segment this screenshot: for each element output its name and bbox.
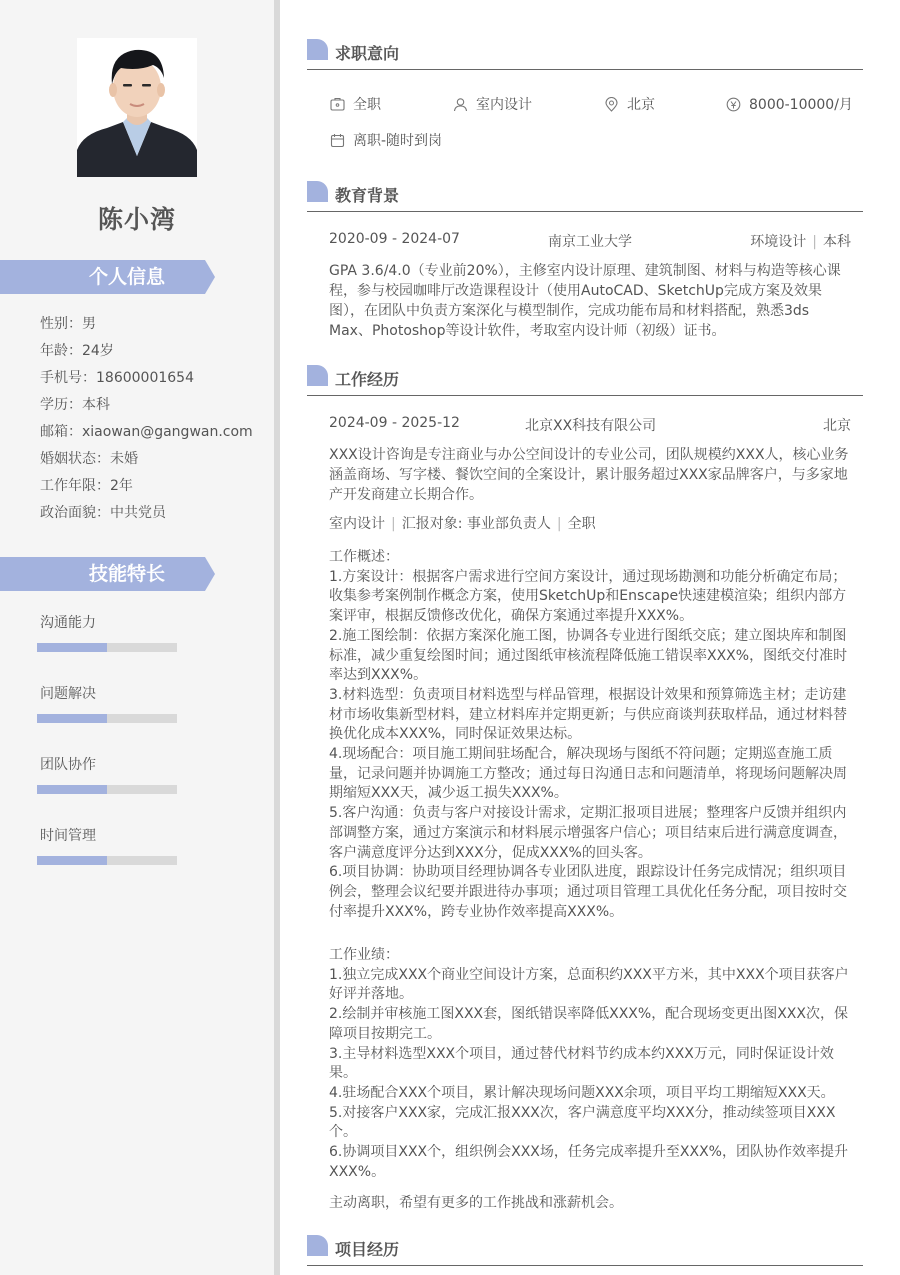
info-political: 政治面貌：中共党员 <box>40 505 166 521</box>
personal-info-list <box>40 313 253 529</box>
company-intro: XXX设计咨询是专注商业与办公空间设计的专业公司，团队规模约XXX人，核心业务涵盖商场、写字楼、餐饮空间的全案设计，累计服务超过XXX家品牌客户，与多家地产开发商建立长期合作。 <box>329 447 849 503</box>
overview-item: 1.方案设计：根据客户需求进行空间方案设计，通过现场勘测和功能分析确定布局；收集参考案例制作概念方案，使用SketchUp和Enscape快速建模渲染；组织内部方案评审，根据反馈修改优化，确保方案通过率提升XXX%。 <box>329 568 847 625</box>
projects-section-header <box>307 1235 863 1266</box>
skill-bar <box>37 785 177 794</box>
section-marker-icon <box>307 39 328 60</box>
intent-city-value: 北京 <box>627 97 655 113</box>
overview-item: 3.材料选型：负责项目材料选型与样品管理，根据设计效果和预算筛选主材；走访建材市场收集新型材料，建立材料库并定期更新；与供应商谈判获取样品，通过材料替换优化成本XXX%，同时保证效果达标。 <box>329 686 847 743</box>
education-section-header <box>307 181 863 212</box>
separator: | <box>556 516 562 532</box>
work-report-to: 汇报对象: 事业部负责人 <box>401 516 551 532</box>
education-school: 南京工业大学 <box>548 234 632 250</box>
education-major-degree <box>750 231 851 251</box>
intent-status-value: 离职-随时到岗 <box>353 133 443 149</box>
leave-reason: 主动离职，希望有更多的工作挑战和涨薪机会。 <box>329 1195 623 1211</box>
intent-job-type <box>330 94 381 116</box>
info-email: 邮箱：xiaowan@gangwan.com <box>40 424 253 440</box>
work-overview <box>329 548 853 922</box>
work-role: 室内设计 <box>329 516 385 532</box>
intent-position-value: 室内设计 <box>476 97 532 113</box>
intent-position <box>453 94 532 116</box>
achievement-item: 3.主导材料选型XXX个项目，通过替代材料节约成本约XXX万元，同时保证设计效果。 <box>329 1045 834 1082</box>
achievements-title: 工作业绩： <box>329 947 399 963</box>
info-marital: 婚姻状态：未婚 <box>40 451 138 467</box>
intent-city <box>604 94 655 116</box>
intent-title: 求职意向 <box>335 44 400 63</box>
intent-salary-value: 8000-10000/月 <box>749 97 853 113</box>
education-period: 2020-09 - 2024-07 <box>329 231 460 247</box>
overview-item: 6.项目协调：协助项目经理协调各专业团队进度，跟踪设计任务完成情况；组织项目例会，整理会议纪要并跟进待办事项；通过项目管理工具优化任务分配，项目按时交付率提升XXX%，跨专业协作效率提高XXX%。 <box>329 864 847 920</box>
achievement-item: 6.协调项目XXX个，组织例会XXX场，任务完成率提升至XXX%，团队协作效率提升XXX%。 <box>329 1144 848 1180</box>
skill-name: 团队协作 <box>40 757 96 773</box>
work-section-header <box>307 365 863 396</box>
info-phone: 手机号：18600001654 <box>40 370 194 386</box>
info-education: 学历：本科 <box>40 397 110 413</box>
achievement-item: 1.独立完成XXX个商业空间设计方案，总面积约XXX平方米，其中XXX个项目获客户好评并落地。 <box>329 966 849 1003</box>
work-period: 2024-09 - 2025-12 <box>329 415 460 431</box>
section-marker-icon <box>307 365 328 386</box>
yen-coin-icon <box>726 97 741 116</box>
education-title: 教育背景 <box>335 186 400 205</box>
overview-title: 工作概述： <box>329 549 399 565</box>
candidate-name: 陈小湾 <box>97 205 176 234</box>
location-pin-icon <box>604 97 619 116</box>
overview-item: 2.施工图绘制：依据方案深化施工图，协调各专业进行图纸交底；建立图块库和制图标准，减少重复绘图时间；通过图纸审核流程降低施工错误率XXX%，图纸交付准时率达到XXX%。 <box>329 627 848 684</box>
projects-title: 项目经历 <box>335 1240 400 1259</box>
skill-bar-fill <box>37 643 107 652</box>
achievement-item: 5.对接客户XXX家，完成汇报XXX次，客户满意度平均XXX分，推动续签项目XXX个。 <box>329 1104 836 1141</box>
education-degree: 本科 <box>823 234 851 250</box>
skill-bar <box>37 643 177 652</box>
intent-salary <box>726 94 853 116</box>
education-description: GPA 3.6/4.0（专业前20%），主修室内设计原理、建筑制图、材料与构造等核心课程，参与校园咖啡厅改造课程设计（使用AutoCAD、SketchUp完成方案及效果图），在团队中负责方案深化与模型制作，完成功能布局和材料搭配，熟悉3ds Max、Photoshop等设计软件，考取室内设计师（初级）证书。 <box>329 263 841 339</box>
column-divider <box>274 0 280 1275</box>
avatar <box>77 38 197 177</box>
section-marker-icon <box>307 181 328 202</box>
personal-info-title: 个人信息 <box>88 266 165 288</box>
skill-name: 沟通能力 <box>40 615 96 631</box>
skill-bar-fill <box>37 856 107 865</box>
skill-bar <box>37 714 177 723</box>
skill-name: 问题解决 <box>40 686 96 702</box>
work-title: 工作经历 <box>335 370 400 389</box>
separator: | <box>812 234 817 250</box>
user-icon <box>453 97 468 116</box>
skill-name: 时间管理 <box>40 828 96 844</box>
info-experience: 工作年限：2年 <box>40 478 133 494</box>
info-age: 年龄：24岁 <box>40 343 114 359</box>
overview-item: 5.客户沟通：负责与客户对接设计需求，定期汇报项目进展；整理客户反馈并组织内部调整方案，通过方案演示和材料展示增强客户信心；项目结束后进行满意度调查，客户满意度评分达到XXX分，促成XXX%的回头客。 <box>329 805 847 861</box>
education-major: 环境设计 <box>750 234 807 250</box>
skill-bar-fill <box>37 714 107 723</box>
info-gender: 性别：男 <box>40 316 96 332</box>
work-company: 北京XX科技有限公司 <box>525 418 657 434</box>
overview-item: 4.现场配合：项目施工期间驻场配合，解决现场与图纸不符问题；定期巡查施工质量，记录问题并协调施工方整改；通过每日沟通日志和问题清单，将现场问题解决周期缩短XXX天，减少返工损失XXX%。 <box>329 746 847 802</box>
section-marker-icon <box>307 1235 328 1256</box>
intent-status <box>330 130 442 152</box>
briefcase-icon <box>330 97 345 116</box>
personal-info-header <box>0 260 215 294</box>
calendar-icon <box>330 133 345 152</box>
work-city: 北京 <box>823 418 851 434</box>
skill-bar-fill <box>37 785 107 794</box>
portrait-photo <box>77 38 197 177</box>
separator: | <box>391 516 396 532</box>
work-type: 全职 <box>567 516 596 532</box>
intent-job-type-value: 全职 <box>353 97 381 113</box>
skill-bar <box>37 856 177 865</box>
work-role-line <box>329 513 596 533</box>
sidebar <box>0 0 274 1275</box>
intent-section-header <box>307 39 863 70</box>
work-achievements <box>329 946 853 1182</box>
achievement-item: 4.驻场配合XXX个项目，累计解决现场问题XXX余项，项目平均工期缩短XXX天。 <box>329 1084 835 1101</box>
skills-title: 技能特长 <box>88 563 165 585</box>
skills-header <box>0 557 215 591</box>
achievement-item: 2.绘制并审核施工图XXX套，图纸错误率降低XXX%，配合现场变更出图XXX次，保障项目按期完工。 <box>329 1006 848 1042</box>
